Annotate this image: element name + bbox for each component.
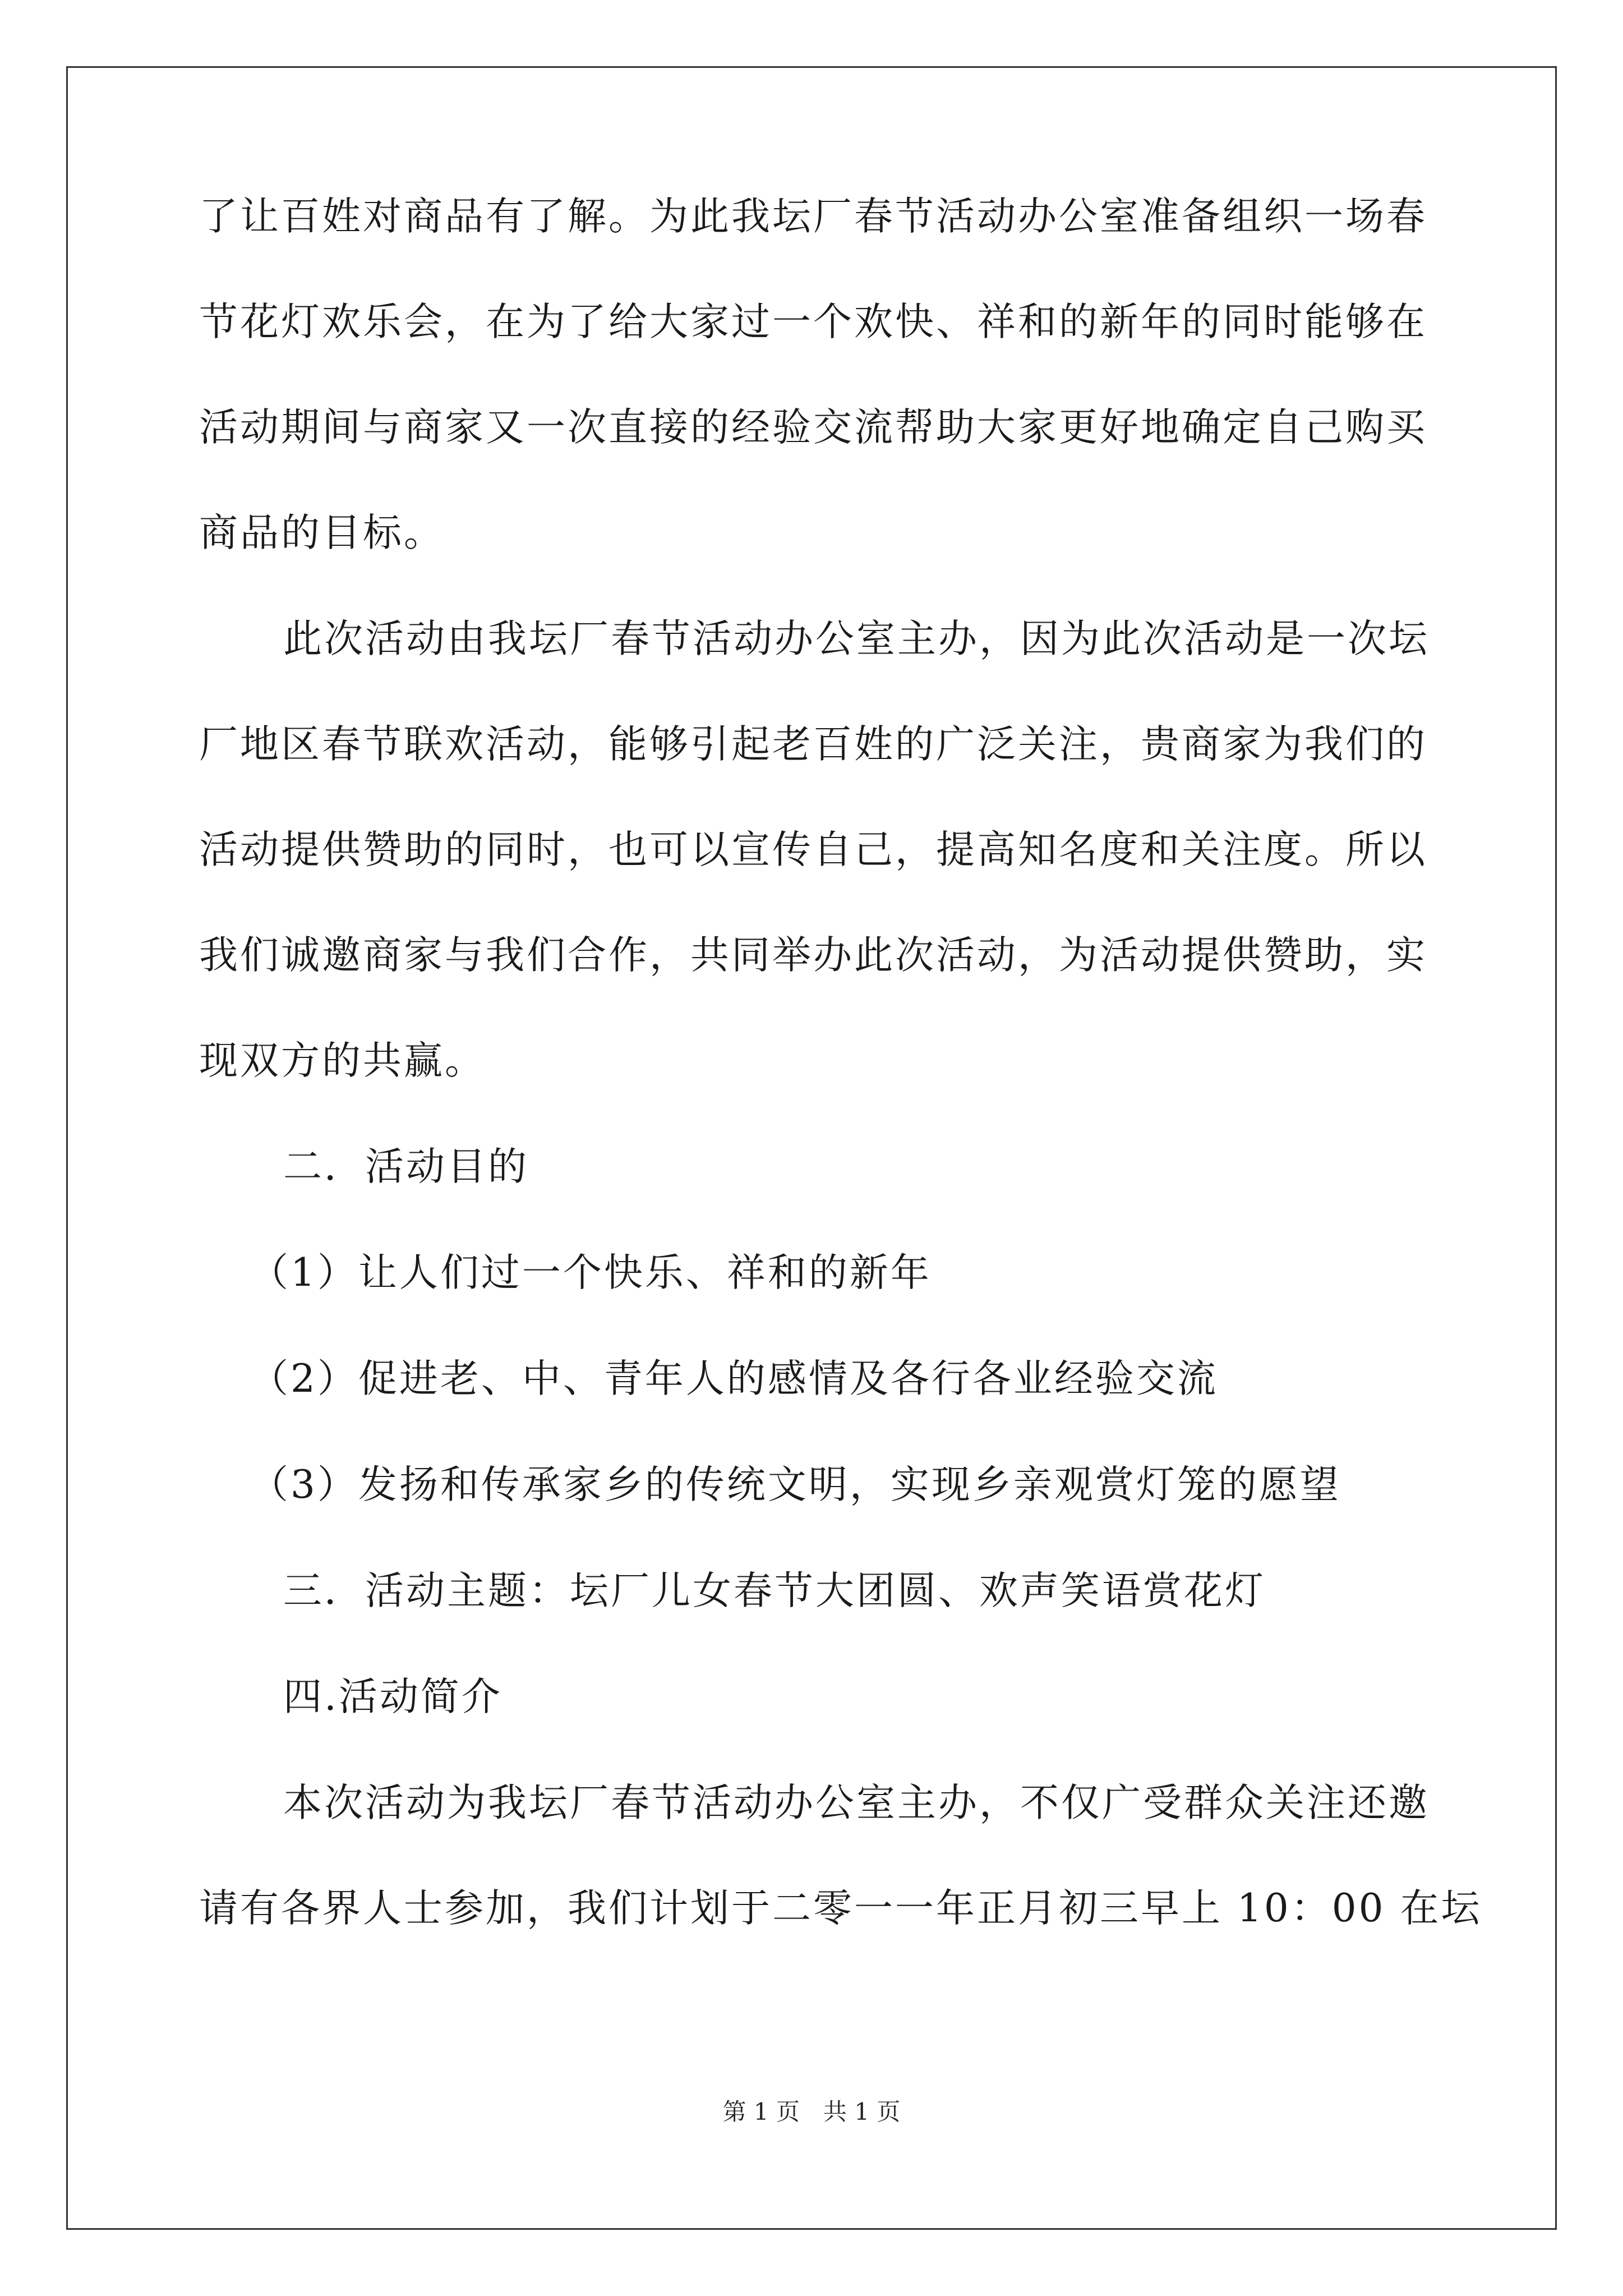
- paragraph-activity-intro: [199, 1777, 1482, 1934]
- text-line: 现双方的共赢。: [199, 1038, 486, 1083]
- list-item-goal-1: （1）让人们过一个快乐、祥和的新年: [250, 1250, 932, 1295]
- section-heading-purpose: 二．活动目的: [283, 1144, 529, 1189]
- document-body: [199, 191, 1482, 1934]
- section-heading-intro: 四.活动简介: [283, 1674, 502, 1719]
- text-line: 了让百姓对商品有了解。为此我坛厂春节活动办公室准备组织一场春: [199, 194, 1427, 239]
- text-line: 请有各界人士参加，我们计划于二零一一年正月初三早上 10：00 在坛: [199, 1886, 1482, 1931]
- text-line: 活动期间与商家又一次直接的经验交流帮助大家更好地确定自己购买: [199, 405, 1427, 450]
- text-line: 节花灯欢乐会，在为了给大家过一个欢快、祥和的新年的同时能够在: [199, 300, 1427, 344]
- text-line: 活动提供赞助的同时，也可以宣传自己，提高知名度和关注度。所以: [199, 827, 1427, 872]
- paragraph-intro-continued: [199, 191, 1433, 559]
- page-number-footer: 第 1 页 共 1 页: [722, 2098, 901, 2125]
- text-line: 商品的目标。: [199, 510, 445, 555]
- list-item-goal-2: （2）促进老、中、青年人的感情及各行各业经验交流: [250, 1356, 1218, 1401]
- text-line: 厂地区春节联欢活动，能够引起老百姓的广泛关注，贵商家为我们的: [199, 722, 1427, 767]
- list-item-goal-3: （3）发扬和传承家乡的传统文明，实现乡亲观赏灯笼的愿望: [250, 1462, 1341, 1507]
- section-heading-theme: 三．活动主题：坛厂儿女春节大团圆、欢声笑语赏花灯: [283, 1568, 1266, 1613]
- text-line: 此次活动由我坛厂春节活动办公室主办，因为此次活动是一次坛: [283, 616, 1430, 661]
- text-line: 我们诚邀商家与我们合作，共同举办此次活动，为活动提供赞助，实: [199, 933, 1427, 978]
- paragraph-sponsorship: [199, 613, 1433, 1087]
- text-line: 本次活动为我坛厂春节活动办公室主办，不仅广受群众关注还邀: [283, 1780, 1430, 1825]
